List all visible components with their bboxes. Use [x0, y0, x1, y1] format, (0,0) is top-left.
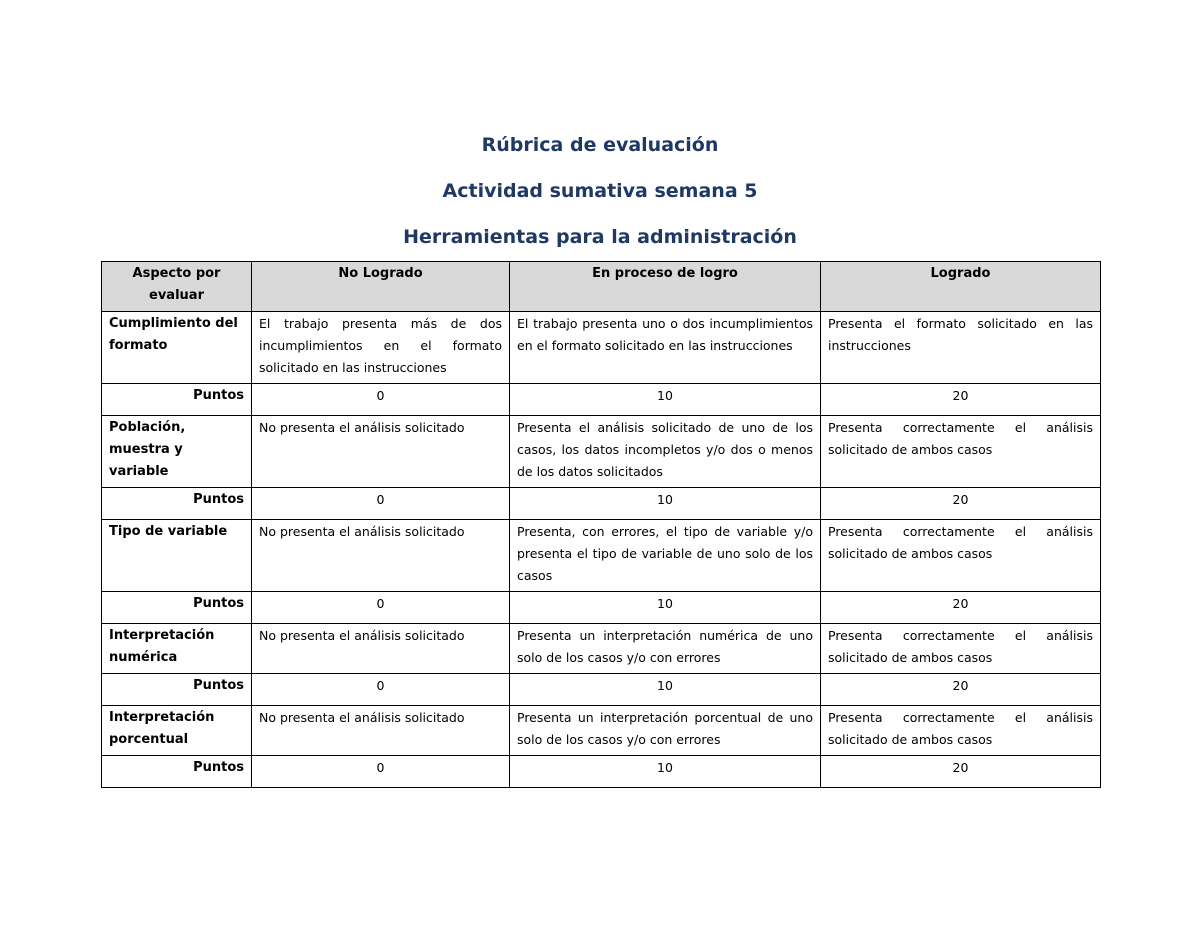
table-row [102, 312, 1101, 384]
points-label: Puntos [102, 384, 252, 416]
document-subtitle: Actividad sumativa semana 5 [442, 180, 758, 202]
en-proceso-cell: Presenta el análisis solicitado de uno de los casos, los datos incompletos y/o dos o menos de los datos solicitados [510, 416, 821, 488]
points-value: 20 [821, 674, 1101, 706]
points-value: 20 [821, 756, 1101, 788]
points-value: 0 [252, 756, 510, 788]
logrado-cell: Presenta correctamente el análisis solicitado de ambos casos [821, 416, 1101, 488]
header-no-logrado: No Logrado [252, 262, 510, 312]
points-value: 10 [510, 674, 821, 706]
points-label: Puntos [102, 488, 252, 520]
points-value: 10 [510, 756, 821, 788]
logrado-cell: Presenta el formato solicitado en las instrucciones [821, 312, 1101, 384]
points-value: 10 [510, 592, 821, 624]
rubric-table [101, 261, 1101, 788]
table-header-row [102, 262, 1101, 312]
points-value: 10 [510, 488, 821, 520]
no-logrado-cell: El trabajo presenta más de dos incumplimientos en el formato solicitado en las instrucciones [252, 312, 510, 384]
points-row [102, 674, 1101, 706]
no-logrado-cell: No presenta el análisis solicitado [252, 706, 510, 756]
table-row [102, 416, 1101, 488]
logrado-cell: Presenta correctamente el análisis solicitado de ambos casos [821, 624, 1101, 674]
course-name: Herramientas para la administración [403, 226, 797, 248]
header-aspect: Aspecto por evaluar [102, 262, 252, 312]
en-proceso-cell: El trabajo presenta uno o dos incumplimientos en el formato solicitado en las instrucciones [510, 312, 821, 384]
header-logrado: Logrado [821, 262, 1101, 312]
points-row [102, 384, 1101, 416]
logrado-cell: Presenta correctamente el análisis solicitado de ambos casos [821, 706, 1101, 756]
points-row [102, 592, 1101, 624]
points-label: Puntos [102, 674, 252, 706]
no-logrado-cell: No presenta el análisis solicitado [252, 520, 510, 592]
aspect-cell: Interpretación numérica [102, 624, 252, 674]
points-label: Puntos [102, 592, 252, 624]
aspect-cell: Cumplimiento del formato [102, 312, 252, 384]
points-value: 0 [252, 488, 510, 520]
table-row [102, 520, 1101, 592]
table-row [102, 706, 1101, 756]
points-value: 20 [821, 592, 1101, 624]
aspect-cell: Población, muestra y variable [102, 416, 252, 488]
no-logrado-cell: No presenta el análisis solicitado [252, 624, 510, 674]
logrado-cell: Presenta correctamente el análisis solicitado de ambos casos [821, 520, 1101, 592]
points-value: 20 [821, 488, 1101, 520]
points-value: 20 [821, 384, 1101, 416]
table-row [102, 624, 1101, 674]
en-proceso-cell: Presenta, con errores, el tipo de variable y/o presenta el tipo de variable de uno solo de los casos [510, 520, 821, 592]
points-value: 0 [252, 592, 510, 624]
header-en-proceso: En proceso de logro [510, 262, 821, 312]
en-proceso-cell: Presenta un interpretación numérica de uno solo de los casos y/o con errores [510, 624, 821, 674]
points-row [102, 488, 1101, 520]
document-title: Rúbrica de evaluación [481, 134, 719, 156]
aspect-cell: Tipo de variable [102, 520, 252, 592]
aspect-cell: Interpretación porcentual [102, 706, 252, 756]
points-row [102, 756, 1101, 788]
points-value: 0 [252, 384, 510, 416]
en-proceso-cell: Presenta un interpretación porcentual de uno solo de los casos y/o con errores [510, 706, 821, 756]
points-label: Puntos [102, 756, 252, 788]
no-logrado-cell: No presenta el análisis solicitado [252, 416, 510, 488]
document-header [0, 128, 1200, 266]
points-value: 0 [252, 674, 510, 706]
points-value: 10 [510, 384, 821, 416]
